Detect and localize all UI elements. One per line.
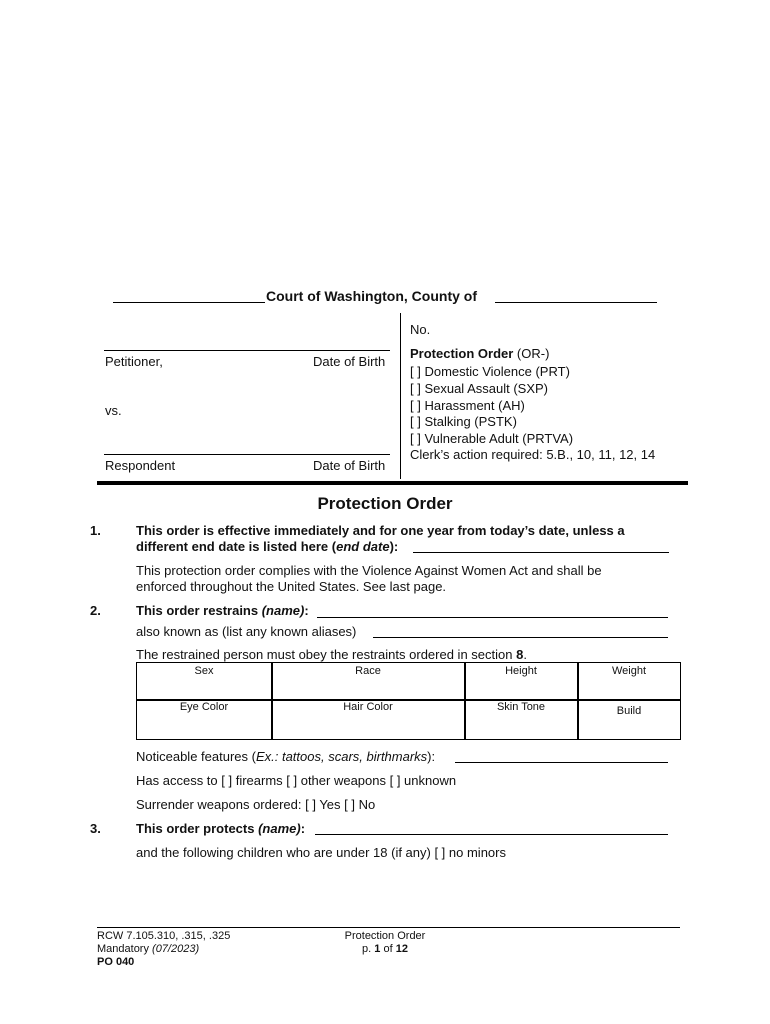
order-type-code: (OR-)	[516, 346, 550, 361]
section-3-label	[136, 821, 305, 836]
footer-page-number	[320, 943, 450, 955]
build-cell-label[interactable]: Build	[616, 705, 642, 717]
respondent-dob-label: Date of Birth	[313, 458, 386, 473]
page-total: 12	[395, 943, 408, 955]
footer-mandatory	[97, 943, 199, 955]
section-1-line2-suffix: ):	[389, 539, 399, 554]
skin-tone-cell-label[interactable]: Skin Tone	[496, 701, 546, 713]
page-current: 1	[374, 943, 381, 955]
order-option-ah[interactable]: [ ] Harassment (AH)	[410, 398, 525, 413]
caption-bottom-rule	[97, 481, 688, 485]
section-2-label-prefix: This order restrains	[136, 603, 262, 618]
order-option-pstk[interactable]: [ ] Stalking (PSTK)	[410, 414, 517, 429]
order-option-sxp[interactable]: [ ] Sexual Assault (SXP)	[410, 381, 549, 396]
petitioner-label: Petitioner,	[105, 354, 163, 369]
identifying-features-table	[136, 662, 681, 740]
section-2-label-suffix: :	[304, 603, 309, 618]
page-prefix: p.	[362, 943, 375, 955]
order-type-heading	[410, 346, 549, 361]
section-1-number: 1.	[90, 523, 101, 538]
section-3-number: 3.	[90, 821, 101, 836]
order-option-dv[interactable]: [ ] Domestic Violence (PRT)	[410, 364, 570, 379]
features-prefix: Noticeable features (	[136, 749, 256, 764]
aka-label: also known as (list any known aliases)	[136, 624, 357, 639]
footer-mandatory-date: (07/2023)	[152, 943, 200, 955]
order-option-prtva[interactable]: [ ] Vulnerable Adult (PRTVA)	[410, 431, 574, 446]
clerk-action-note: Clerk’s action required: 5.B., 10, 11, 12, 14	[410, 447, 656, 462]
county-blank-left[interactable]	[113, 302, 265, 303]
restraint-note-prefix: The restrained person must obey the restraints ordered in section	[136, 647, 517, 662]
respondent-label: Respondent	[105, 458, 176, 473]
protected-name-blank[interactable]	[315, 834, 668, 835]
noticeable-features-blank[interactable]	[455, 762, 668, 763]
section-3-label-suffix: :	[300, 821, 306, 836]
page-of: of	[380, 943, 396, 955]
noticeable-features-label	[136, 749, 435, 764]
order-type-title: Protection Order	[410, 346, 514, 361]
footer-rcw: RCW 7.105.310, .315, .325	[97, 930, 231, 942]
section-2-name-label: (name)	[261, 603, 305, 618]
surrender-weapons-line[interactable]: Surrender weapons ordered: [ ] Yes [ ] No	[136, 797, 376, 812]
footer-rule	[97, 927, 680, 928]
footer-mandatory-label: Mandatory	[97, 943, 153, 955]
vawa-line2: enforced throughout the United States. See last page.	[136, 579, 447, 594]
respondent-name-line[interactable]	[104, 454, 390, 455]
race-cell-label[interactable]: Race	[355, 665, 381, 677]
end-date-blank[interactable]	[413, 552, 669, 553]
height-cell-label[interactable]: Height	[505, 665, 537, 677]
footer-form-name: Protection Order	[344, 930, 426, 942]
caption-divider	[400, 313, 401, 479]
vs-label: vs.	[105, 403, 122, 418]
restrained-name-blank[interactable]	[317, 617, 668, 618]
features-suffix: ):	[427, 749, 436, 764]
section-1-end-date-label: end date	[336, 539, 390, 554]
section-1-line2-prefix: different end date is listed here (	[136, 539, 337, 554]
eye-color-cell-label[interactable]: Eye Color	[179, 701, 229, 713]
section-2-label	[136, 603, 309, 618]
weight-cell-label[interactable]: Weight	[611, 665, 647, 677]
court-label: Court of Washington, County of	[266, 288, 477, 304]
restraint-note-suffix: .	[523, 647, 527, 662]
hair-color-cell-label[interactable]: Hair Color	[343, 701, 393, 713]
aka-blank[interactable]	[373, 637, 668, 638]
section-1-text-line1: This order is effective immediately and for one year from today’s date, unless a	[136, 523, 625, 538]
vawa-line1: This protection order complies with the Violence Against Women Act and shall be	[136, 563, 602, 578]
sex-cell-label[interactable]: Sex	[194, 665, 214, 677]
section-2-number: 2.	[90, 603, 101, 618]
case-number-label: No.	[410, 322, 431, 337]
county-blank-right[interactable]	[495, 302, 657, 303]
section-1-text-line2	[136, 539, 398, 554]
weapons-access-line[interactable]: Has access to [ ] firearms [ ] other weapons [ ] unknown	[136, 773, 457, 788]
section-3-name-label: (name)	[258, 821, 301, 836]
document-title: Protection Order	[317, 494, 453, 513]
petitioner-dob-label: Date of Birth	[313, 354, 386, 369]
children-line[interactable]: and the following children who are under 18 (if any) [ ] no minors	[136, 845, 506, 860]
restraint-note	[136, 647, 527, 662]
restraint-note-section: 8	[516, 647, 524, 662]
footer-form-id: PO 040	[97, 956, 135, 968]
section-3-label-prefix: This order protects	[136, 821, 259, 836]
petitioner-name-line[interactable]	[104, 350, 390, 351]
features-examples: Ex.: tattoos, scars, birthmarks	[255, 749, 428, 764]
